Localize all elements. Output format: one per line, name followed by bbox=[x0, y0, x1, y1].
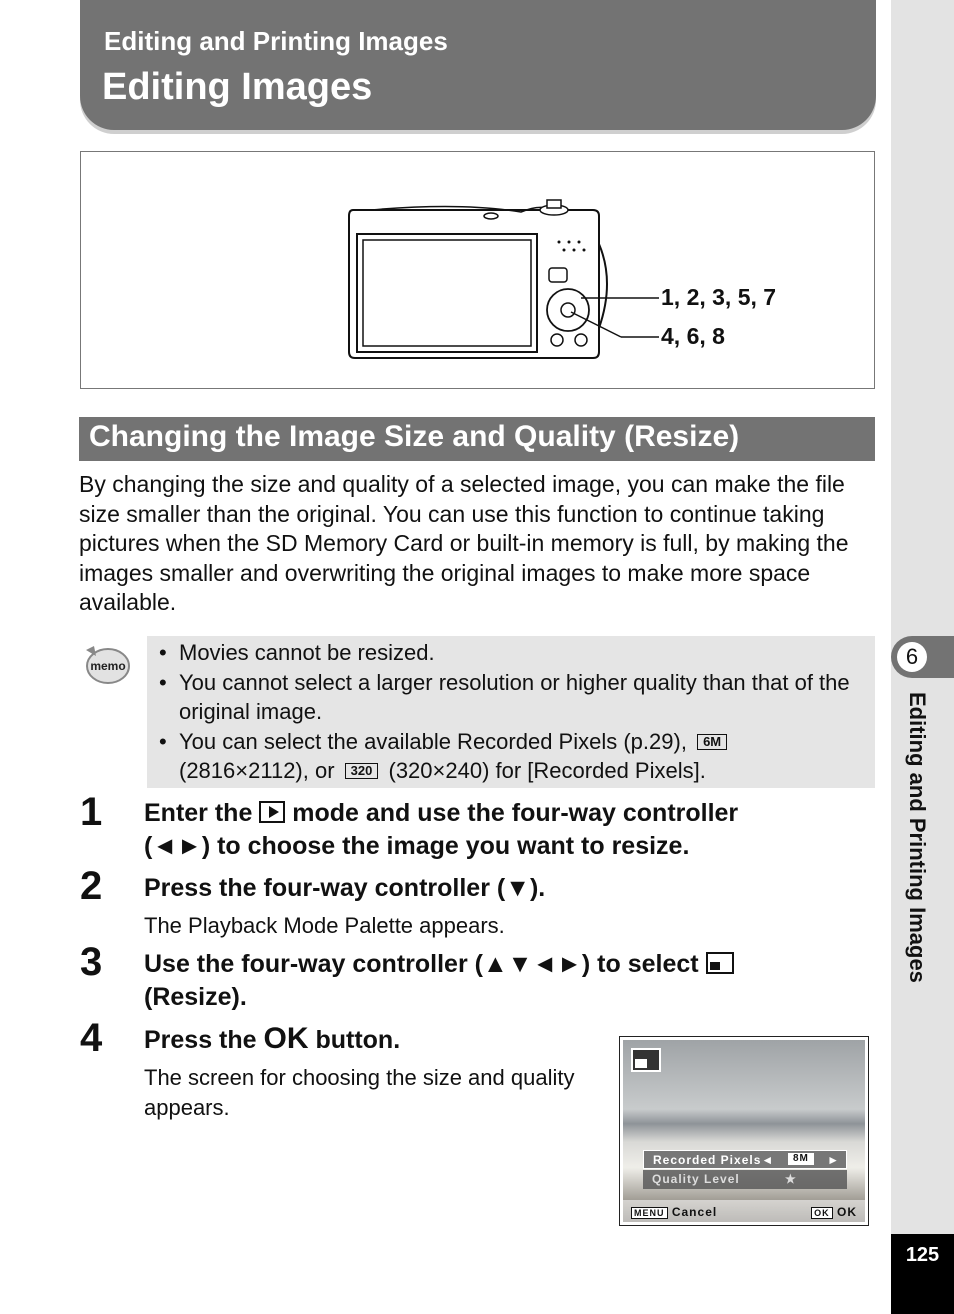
memo-item bbox=[159, 668, 875, 727]
step-3-text bbox=[144, 948, 864, 1014]
menu-key-icon: MENU bbox=[631, 1207, 668, 1219]
step-1-text-c: (◄►) to choose the image you want to resize. bbox=[144, 832, 690, 860]
callout-steps-4-6-8: 4, 6, 8 bbox=[661, 323, 725, 349]
screen-bottom-bar bbox=[623, 1200, 865, 1222]
step-2-description: The Playback Mode Palette appears. bbox=[144, 913, 505, 938]
menu-row-label: Quality Level bbox=[652, 1172, 740, 1186]
arrow-right-icon: ► bbox=[827, 1153, 840, 1167]
memo-icon bbox=[82, 642, 130, 686]
step-4-text-b: button. bbox=[315, 1026, 401, 1054]
beach-photo-background bbox=[623, 1040, 865, 1222]
memo-item bbox=[159, 638, 875, 668]
step-1-text-a: Enter the bbox=[144, 799, 253, 827]
chapter-number: 6 bbox=[897, 642, 927, 672]
step-number-1: 1 bbox=[80, 790, 103, 834]
ok-label: OK bbox=[837, 1205, 857, 1219]
resize-menu bbox=[643, 1150, 847, 1190]
page-number: 125 bbox=[891, 1234, 954, 1314]
resize-screen-capture bbox=[619, 1036, 869, 1226]
memo-item-text: (2816×2112), or bbox=[179, 758, 335, 783]
step-4-description: The screen for choosing the size and quality appears. bbox=[144, 1065, 575, 1120]
memo-box bbox=[147, 636, 875, 788]
ok-control[interactable] bbox=[811, 1205, 857, 1219]
recorded-pixels-320-icon: 320 bbox=[345, 763, 379, 779]
memo-item-text: Movies cannot be resized. bbox=[179, 640, 435, 665]
page-title: Editing Images bbox=[102, 66, 373, 108]
menu-row-recorded-pixels[interactable]: Recorded Pixels◄ 8M ► bbox=[643, 1150, 847, 1169]
section-heading: Changing the Image Size and Quality (Resize) bbox=[79, 417, 875, 461]
step-number-2: 2 bbox=[80, 864, 103, 908]
recorded-pixels-6m-icon: 6M bbox=[697, 734, 727, 750]
menu-row-quality-level[interactable] bbox=[643, 1170, 847, 1189]
step-number-3: 3 bbox=[80, 940, 103, 984]
memo-item-text: You cannot select a larger resolution or higher quality than that of the original image. bbox=[179, 669, 850, 724]
step-4-text-a: Press the bbox=[144, 1026, 257, 1054]
step-1-text bbox=[144, 797, 864, 863]
memo-item bbox=[159, 727, 875, 786]
recorded-pixels-value: 8M bbox=[788, 1153, 814, 1165]
cancel-control[interactable] bbox=[631, 1205, 717, 1219]
step-3-text-b: (Resize). bbox=[144, 983, 247, 1011]
chapter-header bbox=[80, 0, 876, 130]
chapter-subtitle: Editing and Printing Images bbox=[104, 26, 448, 56]
ok-button-icon: OK bbox=[263, 1022, 309, 1055]
side-tab-label: Editing and Printing Images bbox=[905, 692, 930, 983]
camera-back-illustration bbox=[81, 152, 876, 390]
resize-icon bbox=[706, 952, 734, 974]
step-3-text-a: Use the four-way controller (▲▼◄►) to select bbox=[144, 950, 699, 978]
intro-paragraph: By changing the size and quality of a selected image, you can make the file size smaller than the original. You can use this function to continue taking pictures when the SD Memory Card or built-in memory is full, by making the images smaller and overwriting the original images to make more space available. bbox=[79, 471, 849, 615]
step-4-text bbox=[144, 1022, 400, 1057]
ok-key-icon: OK bbox=[811, 1207, 833, 1219]
memo-icon-label: memo bbox=[90, 659, 126, 673]
step-1-text-b: mode and use the four-way controller bbox=[292, 799, 739, 827]
resize-icon bbox=[631, 1048, 661, 1072]
quality-star-icon: ★ bbox=[785, 1172, 797, 1186]
memo-item-text: You can select the available Recorded Pixels (p.29), bbox=[179, 728, 687, 754]
chapter-badge bbox=[891, 636, 954, 678]
playback-mode-icon bbox=[259, 801, 285, 823]
cancel-label: Cancel bbox=[671, 1205, 718, 1219]
memo-item-text: (320×240) for [Recorded Pixels]. bbox=[388, 758, 706, 783]
step-number-4: 4 bbox=[80, 1016, 103, 1060]
step-2-text: Press the four-way controller (▼). bbox=[144, 874, 546, 902]
menu-row-label: Recorded Pixels bbox=[653, 1153, 762, 1167]
camera-figure bbox=[80, 151, 875, 389]
callout-steps-1-2-3-5-7: 1, 2, 3, 5, 7 bbox=[661, 284, 777, 310]
